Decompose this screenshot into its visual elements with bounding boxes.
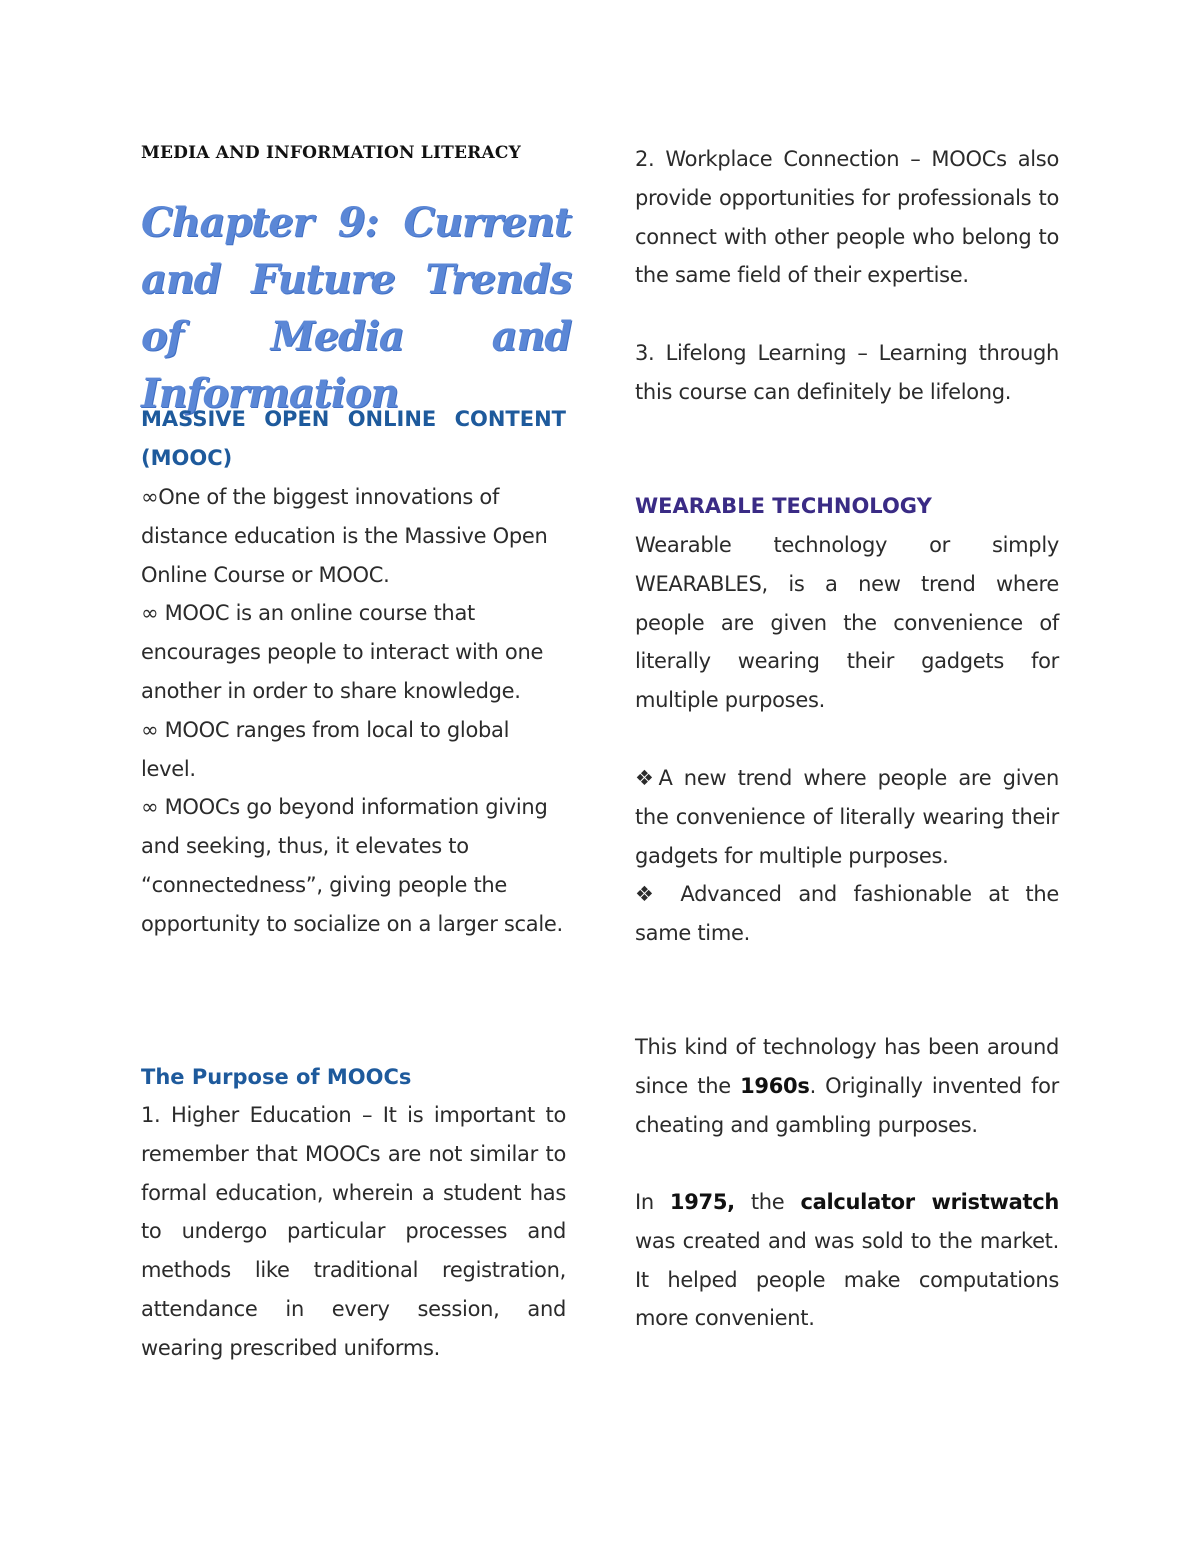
calc-year: 1975,	[669, 1190, 735, 1214]
list-item: ∞ MOOC is an online course that encourages people to interact with one another in order to share knowledge.	[141, 601, 544, 703]
wearable-calculator-watch: In 1975, the calculator wristwatch was created and was sold to the market. It helped people make computations more convenient.	[635, 1190, 1060, 1331]
infinity-icon: ∞	[141, 485, 159, 509]
infinity-icon: ∞	[141, 795, 159, 820]
list-item: ❖ Advanced and fashionable at the same time.	[635, 882, 1059, 946]
four-diamond-icon: ❖	[635, 882, 664, 907]
history-year: 1960s	[740, 1073, 810, 1098]
wearable-heading: WEARABLE TECHNOLOGY	[635, 494, 932, 518]
list-item: ∞ MOOC ranges from local to global level.	[141, 717, 510, 781]
wearable-bullet-list	[635, 759, 1059, 953]
wearable-intro: Wearable technology or simply WEARABLES, is a new trend where people are given the convenience of literally wearing their gadgets for multiple purposes.	[635, 533, 1059, 713]
list-item: ∞ MOOCs go beyond information giving and seeking, thus, it elevates to “connectedness”, giving people the opportunity to socialize on a larger scale.	[141, 795, 563, 936]
list-item: ∞One of the biggest innovations of distance education is the Massive Open Online Course or MOOC.	[141, 485, 548, 587]
chapter-title: Chapter 9: Current and Future Trends of Media and Information	[141, 199, 571, 417]
infinity-icon: ∞	[141, 601, 159, 626]
mooc-bullet-list	[141, 478, 566, 944]
course-header: MEDIA AND INFORMATION LITERACY	[141, 143, 521, 163]
wearable-history: This kind of technology has been around since the 1960s. Originally invented for cheating and gambling purposes.	[635, 1035, 1059, 1137]
purpose-item-higher-education: 1. Higher Education – It is important to remember that MOOCs are not similar to formal education, wherein a student has to undergo particular processes and methods like traditional registration, attendance in every session, and wearing prescribed uniforms.	[141, 1103, 566, 1360]
list-item: ❖A new trend where people are given the convenience of literally wearing their gadgets for multiple purposes.	[635, 766, 1059, 868]
purpose-item-workplace-connection: 2. Workplace Connection – MOOCs also provide opportunities for professionals to connect with other people who belong to the same field of their expertise.	[635, 147, 1059, 288]
four-diamond-icon: ❖	[635, 766, 659, 790]
purpose-item-lifelong-learning: 3. Lifelong Learning – Learning through this course can definitely be lifelong.	[635, 341, 1059, 404]
infinity-icon: ∞	[141, 717, 159, 742]
calc-device: calculator wristwatch	[800, 1190, 1060, 1214]
mooc-heading: MASSIVE OPEN ONLINE CONTENT (MOOC)	[141, 407, 566, 470]
purpose-heading: The Purpose of MOOCs	[141, 1065, 412, 1089]
